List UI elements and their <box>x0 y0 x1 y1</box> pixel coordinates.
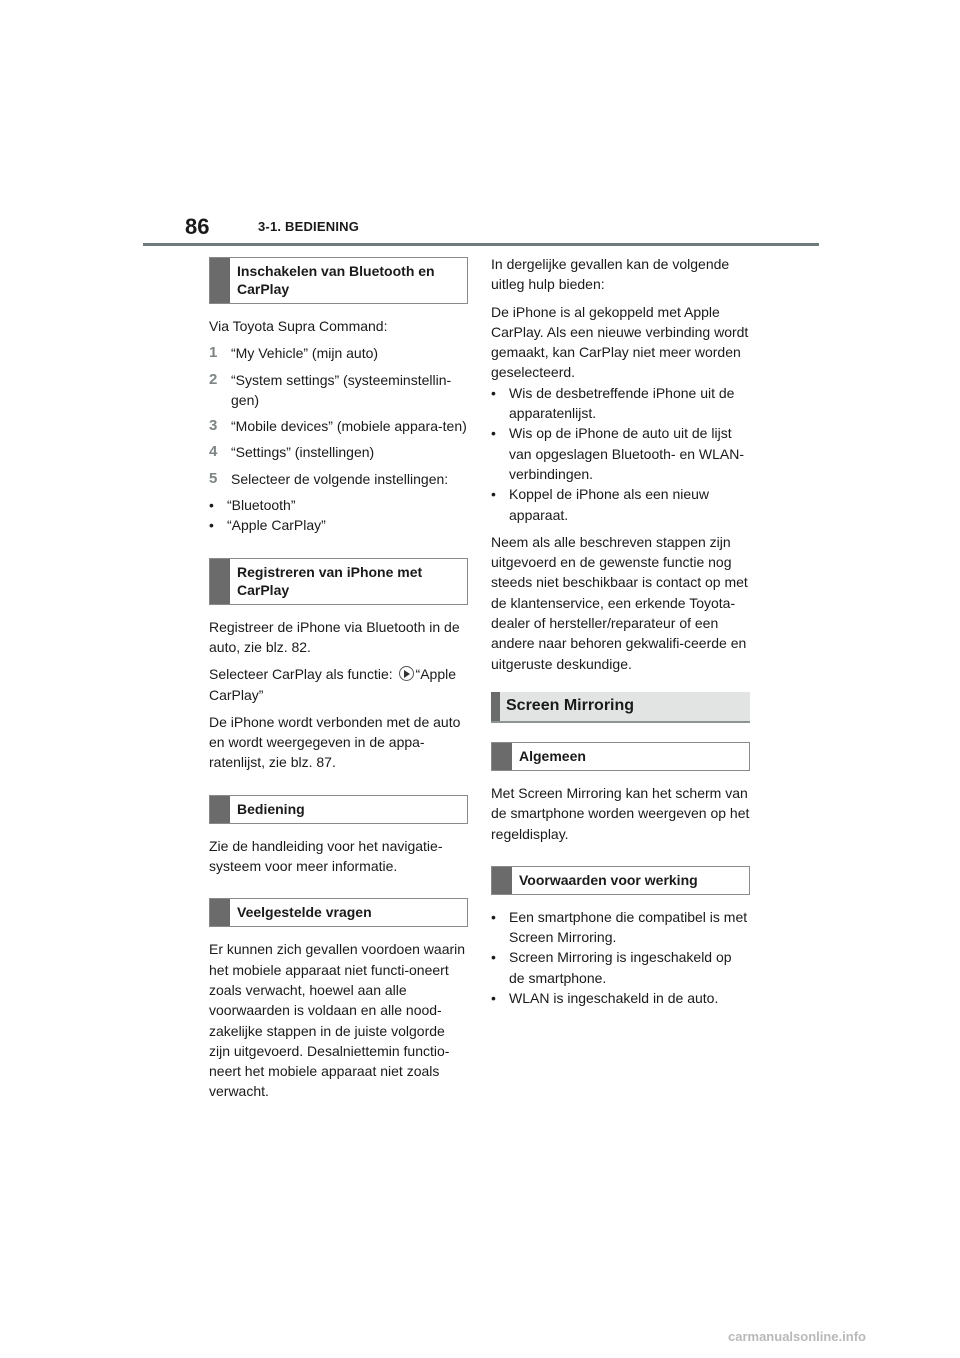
step-number: 2 <box>209 370 218 388</box>
bullet-text: Wis de desbetreffende iPhone uit de apparatenlijst. <box>509 384 735 422</box>
subheading-text: Voorwaarden voor werking <box>519 871 698 888</box>
bullet-text: “Apple CarPlay” <box>227 517 326 534</box>
page-number: 86 <box>185 214 210 239</box>
step-text: “Mobile devices” (mobiele appara-ten) <box>231 418 467 435</box>
section-title: 3-1. BEDIENING <box>258 219 360 234</box>
subheading-bar <box>492 867 512 894</box>
subheading-text: Veelgestelde vragen <box>237 904 372 921</box>
list-item: • Een smartphone die compatibel is met Screen Mirroring. <box>491 907 750 948</box>
list-item: • “Bluetooth” <box>209 495 468 515</box>
list-item: • “Apple CarPlay” <box>209 515 468 535</box>
troubleshoot-bullet-list <box>491 383 750 525</box>
subheading-operation <box>209 795 468 824</box>
subheading-text: Inschakelen van Bluetooth en CarPlay <box>237 263 435 297</box>
step-text: “My Vehicle” (mijn auto) <box>231 345 379 362</box>
select-option-text: “Apple CarPlay” <box>209 666 456 703</box>
contact-paragraph: Neem als alle beschreven stappen zijn uitgevoerd en de gewenste functie nog steeds niet beschikbaar is contact op met de klantenservice, een erkende Toyota-dealer of hersteller/reparateur of een andere naar behoren gekwalifi-ceerde en uitgeruste deskundige. <box>491 533 748 672</box>
bullet-text: Wis op de iPhone de auto uit de lijst van opgeslagen Bluetooth- en WLAN-verbindingen. <box>509 425 745 482</box>
subheading-text: Registreren van iPhone met CarPlay <box>237 563 423 598</box>
step-number: 4 <box>209 443 218 461</box>
bullet-text: Koppel de iPhone als een nieuw apparaat. <box>509 486 710 523</box>
step-item <box>209 343 468 363</box>
bullet-text: “Bluetooth” <box>227 497 296 514</box>
subheading-bar <box>210 796 230 823</box>
step-number: 1 <box>209 344 218 362</box>
settings-bullet-list <box>209 495 468 536</box>
subheading-text: Algemeen <box>519 747 586 764</box>
subheading-bluetooth-carplay <box>209 257 468 304</box>
list-item: • Koppel de iPhone als een nieuw apparaat. <box>491 484 750 525</box>
subheading-conditions <box>491 866 750 895</box>
conditions-bullet-list <box>491 907 750 1008</box>
step-item <box>209 370 468 411</box>
via-text: Via Toyota Supra Command: <box>209 318 388 334</box>
paired-paragraph: De iPhone is al gekoppeld met Apple CarPlay. Als een nieuwe verbinding wordt gemaakt, kan CarPlay niet meer worden geselecteerd. <box>491 303 749 381</box>
subheading-bar <box>210 258 230 303</box>
step-item <box>209 469 468 489</box>
list-item: • Wis op de iPhone de auto uit de lijst van opgeslagen Bluetooth- en WLAN-verbindingen. <box>491 423 750 484</box>
subheading-text: Bediening <box>237 800 305 817</box>
subheading-bar <box>210 559 230 604</box>
heading-bar <box>491 692 500 721</box>
footer-watermark: carmanualsonline.info <box>728 1329 866 1344</box>
list-item: • Wis de desbetreffende iPhone uit de apparatenlijst. <box>491 383 750 424</box>
subheading-bar <box>492 743 512 770</box>
intro-paragraph: In dergelijke gevallen kan de volgende uitleg hulp bieden: <box>491 256 730 293</box>
step-item <box>209 416 468 436</box>
subheading-general <box>491 742 750 771</box>
play-arrow-icon <box>399 666 414 681</box>
step-number: 3 <box>209 417 218 435</box>
left-column <box>209 257 468 1109</box>
list-item: • WLAN is ingeschakeld in de auto. <box>491 988 750 1008</box>
mirroring-paragraph: Met Screen Mirroring kan het scherm van de smartphone worden weergeven op het regeldisplay. <box>491 784 750 842</box>
step-item <box>209 442 468 462</box>
manual-paragraph: Zie de handleiding voor het navigatie-systeem voor meer informatie. <box>209 837 443 875</box>
bullet-text: WLAN is ingeschakeld in de auto. <box>509 990 719 1007</box>
bullet-text: Een smartphone die compatibel is met Screen Mirroring. <box>509 908 748 946</box>
header-divider <box>143 243 819 246</box>
right-column <box>491 254 750 1015</box>
step-text: “System settings” (systeeminstellin-gen) <box>231 371 452 408</box>
select-text: Selecteer CarPlay als functie: <box>209 666 393 683</box>
heading-screen-mirroring <box>491 692 750 723</box>
bullet-text: Screen Mirroring is ingeschakeld op de smartphone. <box>509 949 732 986</box>
subheading-register-iphone <box>209 558 468 605</box>
heading-text: Screen Mirroring <box>506 696 635 714</box>
subheading-bar <box>210 899 230 926</box>
register-paragraph: Registreer de iPhone via Bluetooth in de auto, zie blz. 82. <box>209 618 460 655</box>
step-number: 5 <box>209 469 218 487</box>
connected-paragraph: De iPhone wordt verbonden met de auto en wordt weergegeven in de appa-ratenlijst, zie blz. 87. <box>209 713 461 771</box>
faq-paragraph: Er kunnen zich gevallen voordoen waarin het mobiele apparaat niet functi-oneert zoals verwacht, hoewel aan alle voorwaarden is voldaan en alle nood-zakelijke stappen in de juiste volgorde zijn uitgevoerd. Desalniettemin functio-neert het mobiele apparaat niet zoals verwacht. <box>209 941 466 1100</box>
list-item: • Screen Mirroring is ingeschakeld op de smartphone. <box>491 947 750 988</box>
subheading-faq <box>209 898 468 927</box>
step-text: “Settings” (instellingen) <box>231 444 375 461</box>
select-carplay-paragraph <box>209 664 468 705</box>
step-text: Selecteer de volgende instellingen: <box>231 470 449 487</box>
